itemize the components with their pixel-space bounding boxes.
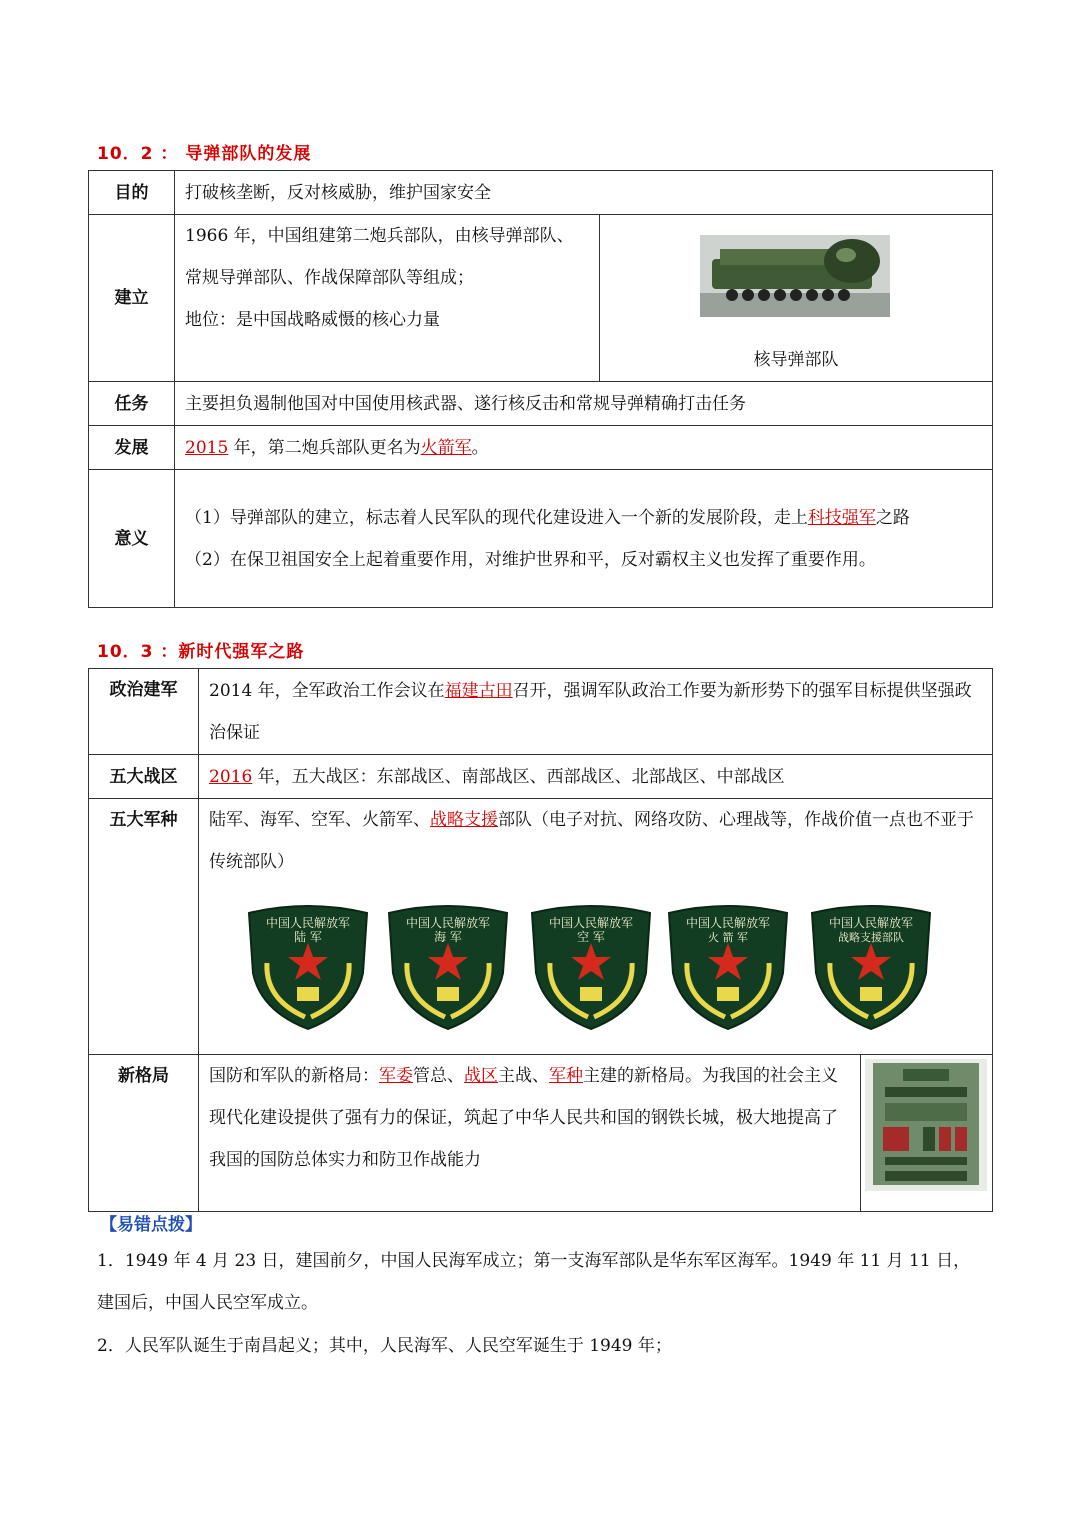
pattern-b: 管总、 — [413, 1066, 464, 1086]
row-mean — [89, 470, 993, 608]
pol-keyword: 福建古田 — [444, 680, 513, 701]
missile-launcher-image — [600, 215, 992, 323]
badge-top-text: 中国人民解放军 — [828, 916, 914, 930]
section-title-10-2: 10．2 ： 导弹部队的发展 — [97, 144, 312, 164]
structure-figure — [861, 1055, 993, 1212]
pattern-keyword-1: 军委 — [379, 1066, 413, 1086]
zones-text: 年，五大战区：东部战区、南部战区、西部战区、北部战区、中部战区 — [252, 766, 785, 787]
label-pattern: 新格局 — [89, 1055, 199, 1212]
military-structure-chart-image — [865, 1059, 987, 1191]
badge-top-text: 中国人民解放军 — [265, 916, 351, 930]
row-zones — [89, 755, 993, 799]
arms-keyword: 战略支援 — [430, 810, 498, 830]
badge-bottom-text: 陆 军 — [294, 930, 322, 944]
row-found — [89, 215, 993, 382]
badge-bottom-text: 战略支援部队 — [838, 931, 904, 944]
label-mean: 意义 — [89, 470, 175, 608]
pol-a: 2014 年，全军政治工作会议在 — [209, 680, 445, 701]
label-purpose: 目的 — [89, 171, 175, 215]
mean-keyword: 科技强军 — [807, 507, 876, 528]
mean-p1 — [185, 497, 982, 539]
text-mean — [175, 470, 993, 608]
dev-text: 年，第二炮兵部队更名为 — [228, 437, 421, 458]
pattern-a: 国防和军队的新格局： — [209, 1066, 379, 1086]
text-dev — [175, 426, 993, 470]
mean-p2: （2）在保卫祖国安全上起着重要作用，对维护世界和平，反对霸权主义也发挥了重要作用。 — [185, 549, 876, 570]
arms-a: 陆军、海军、空军、火箭军、 — [209, 810, 430, 830]
found-line-1: 1966 年，中国组建第二炮兵部队，由核导弹部队、 — [185, 226, 574, 246]
badge-bottom-text: 空 军 — [577, 930, 605, 944]
row-dev — [89, 426, 993, 470]
label-found: 建立 — [89, 215, 175, 382]
dev-end: 。 — [471, 437, 489, 458]
mean-p1-a: （1）导弹部队的建立，标志着人民军队的现代化建设进入一个新的发展阶段，走上 — [185, 507, 808, 528]
service-badge-1 — [245, 903, 371, 1031]
zones-year: 2016 — [209, 766, 253, 787]
badge-bottom-text: 火 箭 军 — [708, 931, 748, 944]
pattern-d: 主建的新格局。为我国的社会主义现代化建设提供了强有力的保证，筑起了中华人民共和国的钢铁长城，极大地提高了我国的国防总体实力和防卫作战能力 — [209, 1066, 838, 1170]
pattern-keyword-3: 军种 — [549, 1066, 583, 1086]
arms-b: 部队（电子对抗、网络攻防、心理战等，作战价值一点也不亚于传统部队） — [209, 810, 974, 872]
text-purpose: 打破核垄断，反对核威胁，维护国家安全 — [175, 171, 993, 215]
service-badge-3 — [528, 903, 654, 1031]
service-badge-5 — [808, 903, 934, 1031]
label-zones: 五大战区 — [89, 755, 199, 799]
label-task: 任务 — [89, 382, 175, 426]
arms-text — [209, 799, 982, 883]
text-found — [175, 215, 600, 382]
label-political: 政治建军 — [89, 669, 199, 755]
text-pattern — [199, 1055, 861, 1212]
badge-top-text: 中国人民解放军 — [405, 916, 491, 930]
badge-top-text: 中国人民解放军 — [548, 916, 634, 930]
missile-table — [88, 170, 993, 608]
row-political — [89, 669, 993, 755]
row-task — [89, 382, 993, 426]
label-arms: 五大军种 — [89, 799, 199, 1055]
badge-top-text: 中国人民解放军 — [685, 916, 771, 930]
text-task: 主要担负遏制他国对中国使用核武器、遂行核反击和常规导弹精确打击任务 — [175, 382, 993, 426]
mean-p1-b: 之路 — [875, 507, 910, 528]
dev-keyword: 火箭军 — [420, 437, 472, 458]
notes-title: 【易错点拨】 — [100, 1215, 202, 1235]
pol-b: 召开，强调军队政治工作要为新形势下的强军目标提供坚强政治保证 — [209, 680, 972, 743]
dev-year: 2015 — [185, 437, 229, 458]
pattern-keyword-2: 战区 — [464, 1066, 498, 1086]
text-zones — [199, 755, 993, 799]
badge-bottom-text: 海 军 — [434, 930, 462, 944]
note-2: 2．人民军队诞生于南昌起义；其中，人民海军、人民空军诞生于 1949 年； — [97, 1336, 672, 1356]
missile-caption: 核导弹部队 — [753, 350, 839, 370]
row-pattern — [89, 1055, 993, 1212]
row-purpose — [89, 171, 993, 215]
note-1: 1．1949 年 4 月 23 日，建国前夕，中国人民海军成立；第一支海军部队是华东军区海军。1949 年 11 月 11 日，建国后，中国人民空军成立。 — [97, 1251, 971, 1313]
section-title-10-3: 10．3 ：新时代强军之路 — [97, 642, 305, 662]
found-line-2: 常规导弹部队、作战保障部队等组成； — [185, 268, 474, 288]
text-political — [199, 669, 993, 755]
pattern-c: 主战、 — [498, 1066, 549, 1086]
service-badge-2 — [385, 903, 511, 1031]
found-line-3: 地位：是中国战略威慑的核心力量 — [185, 310, 440, 330]
label-dev: 发展 — [89, 426, 175, 470]
missile-figure — [600, 215, 993, 382]
service-badge-4 — [665, 903, 791, 1031]
